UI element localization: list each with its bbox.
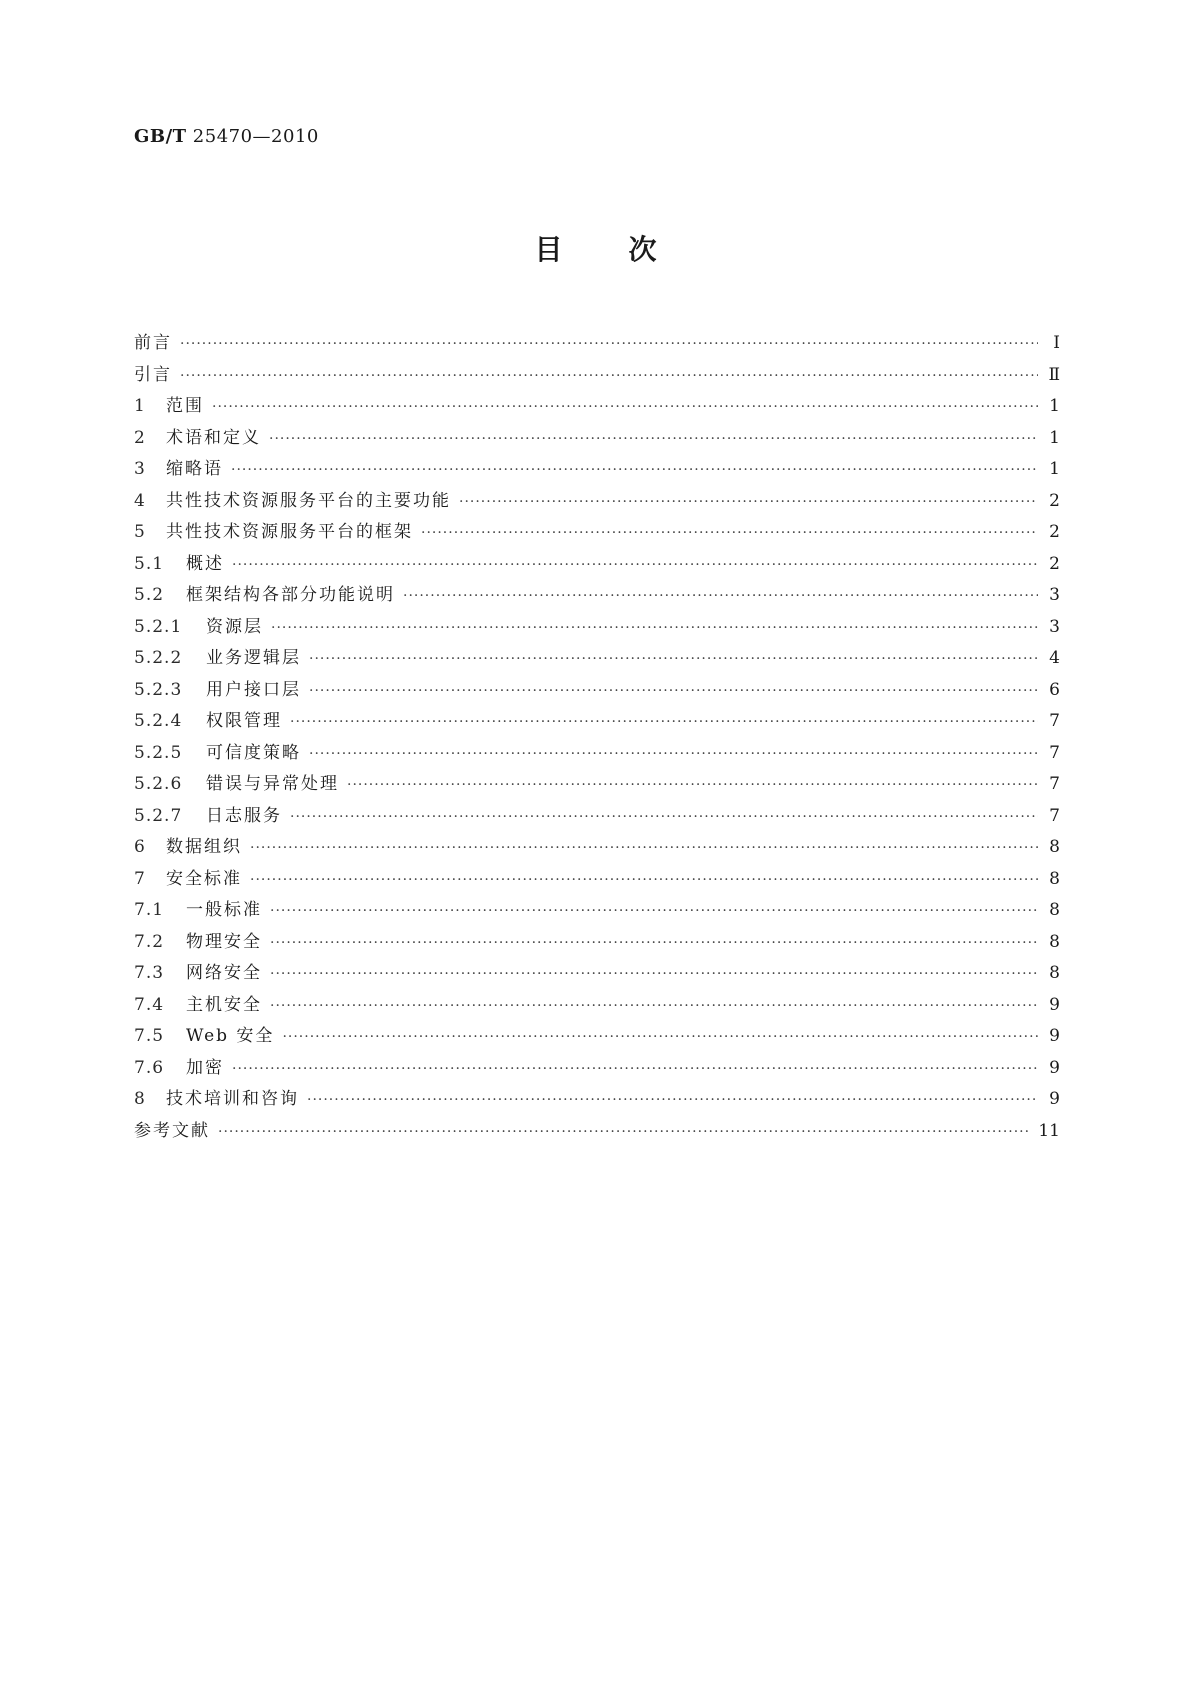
toc-entry[interactable] [134, 328, 1060, 360]
toc-entry-title: 日志服务 [206, 805, 282, 826]
toc-entry-number: 7.4 [134, 994, 165, 1015]
toc-entry-title: 共性技术资源服务平台的框架 [166, 522, 413, 542]
toc-entry[interactable] [134, 1021, 1060, 1053]
toc-entry-title: 框架结构各部分功能说明 [186, 585, 395, 605]
toc-entry-page: 3 [1049, 616, 1060, 637]
toc-leader-dots [459, 494, 1038, 510]
toc-entry-page: 2 [1049, 553, 1060, 574]
toc-leader-dots [232, 1061, 1038, 1077]
toc-entry[interactable] [134, 1116, 1060, 1148]
toc-entry-page: 7 [1049, 711, 1060, 731]
toc-entry-number: 7.6 [134, 1057, 165, 1078]
toc-entry[interactable] [134, 517, 1060, 549]
toc-entry-page: 9 [1049, 1089, 1060, 1109]
toc-entry[interactable] [134, 675, 1060, 707]
toc-entry-title: 引言 [134, 364, 172, 385]
toc-entry-title: 数据组织 [166, 837, 242, 857]
toc-entry-number: 2 [134, 427, 146, 448]
toc-entry[interactable] [134, 391, 1060, 423]
toc-entry[interactable] [134, 1084, 1060, 1116]
toc-entry[interactable] [134, 832, 1060, 864]
toc-entry-title: 一般标准 [186, 900, 262, 920]
toc-leader-dots [212, 399, 1038, 415]
toc-leader-dots [269, 431, 1038, 447]
toc-entry-page: Ⅱ [1048, 364, 1060, 385]
toc-entry-number: 1 [134, 396, 146, 416]
toc-entry-title: 权限管理 [206, 711, 282, 731]
toc-entry-page: 1 [1049, 459, 1060, 479]
toc-entry-number: 5.2.6 [134, 774, 183, 794]
toc-leader-dots [421, 525, 1038, 541]
toc-entry[interactable] [134, 706, 1060, 738]
toc-entry-page: 2 [1049, 522, 1060, 542]
toc-entry-title: 概述 [186, 553, 224, 574]
toc-entry-number: 5.2.5 [134, 742, 183, 763]
toc-entry-page: 1 [1049, 396, 1060, 416]
toc-entry-title: 网络安全 [186, 963, 262, 983]
toc-entry-title: Web 安全 [186, 1026, 275, 1046]
toc-entry-page: 2 [1049, 490, 1060, 511]
toc-entry-page: 9 [1049, 1026, 1060, 1046]
toc-entry-page: 9 [1049, 994, 1060, 1015]
toc-entry-number: 5.2.4 [134, 711, 183, 731]
toc-entry-page: 8 [1049, 868, 1060, 889]
standard-prefix: GB/T [134, 126, 187, 147]
toc-entry[interactable] [134, 769, 1060, 801]
toc-entry-page: 8 [1049, 931, 1060, 952]
toc-entry[interactable] [134, 360, 1060, 392]
toc-entry[interactable] [134, 580, 1060, 612]
toc-entry-page: 8 [1049, 900, 1060, 920]
toc-entry-number: 7.1 [134, 900, 165, 920]
toc-entry-title: 范围 [166, 396, 204, 416]
toc-entry-title: 术语和定义 [166, 427, 261, 448]
toc-entry[interactable] [134, 990, 1060, 1022]
toc-entry-title: 可信度策略 [206, 742, 301, 763]
toc-leader-dots [309, 746, 1038, 762]
toc-entry[interactable] [134, 486, 1060, 518]
toc-entry-page: 6 [1049, 679, 1060, 700]
toc-entry-number: 8 [134, 1089, 146, 1109]
table-of-contents [134, 328, 1060, 1147]
toc-entry-title: 共性技术资源服务平台的主要功能 [166, 490, 451, 511]
toc-entry-page: 7 [1049, 742, 1060, 763]
toc-entry-number: 7 [134, 868, 146, 889]
toc-entry-page: 7 [1049, 774, 1060, 794]
toc-entry-page: 1 [1049, 427, 1060, 448]
toc-entry-title: 资源层 [206, 616, 263, 637]
toc-entry[interactable] [134, 643, 1060, 675]
toc-entry[interactable] [134, 738, 1060, 770]
toc-entry-number: 4 [134, 490, 146, 511]
toc-entry-number: 7.2 [134, 931, 165, 952]
toc-leader-dots [270, 998, 1038, 1014]
toc-entry-number: 5.2.1 [134, 616, 183, 637]
toc-entry-page: 8 [1049, 837, 1060, 857]
toc-entry-title: 用户接口层 [206, 679, 301, 700]
toc-entry-number: 6 [134, 837, 146, 857]
toc-entry-title: 缩略语 [166, 459, 223, 479]
toc-entry[interactable] [134, 612, 1060, 644]
toc-entry-title: 前言 [134, 333, 172, 353]
toc-entry-page: 7 [1049, 805, 1060, 826]
toc-entry[interactable] [134, 549, 1060, 581]
toc-entry-number: 5.1 [134, 553, 165, 574]
toc-entry-number: 7.5 [134, 1026, 165, 1046]
toc-entry-page: 3 [1049, 585, 1060, 605]
toc-leader-dots [347, 777, 1038, 793]
toc-entry-title: 技术培训和咨询 [166, 1089, 299, 1109]
toc-entry-title: 业务逻辑层 [206, 648, 301, 668]
toc-entry-page: 9 [1049, 1057, 1060, 1078]
toc-leader-dots [403, 588, 1038, 604]
toc-entry-page: Ⅰ [1053, 333, 1060, 353]
toc-entry-title: 安全标准 [166, 868, 242, 889]
toc-leader-dots [231, 462, 1038, 478]
toc-leader-dots [290, 714, 1038, 730]
toc-entry[interactable] [134, 927, 1060, 959]
toc-entry-number: 5.2.3 [134, 679, 183, 700]
toc-leader-dots [307, 1092, 1038, 1108]
toc-leader-dots [218, 1124, 1030, 1140]
toc-entry-number: 3 [134, 459, 146, 479]
toc-leader-dots [271, 620, 1038, 636]
toc-leader-dots [180, 368, 1038, 384]
toc-leader-dots [250, 872, 1038, 888]
toc-entry-number: 5.2 [134, 585, 165, 605]
toc-leader-dots [270, 966, 1038, 982]
toc-entry[interactable] [134, 454, 1060, 486]
toc-entry-page: 8 [1049, 963, 1060, 983]
toc-leader-dots [250, 840, 1038, 856]
standard-number: 25470—2010 [192, 126, 319, 147]
toc-entry-page: 4 [1049, 648, 1060, 668]
toc-entry[interactable] [134, 895, 1060, 927]
toc-entry[interactable] [134, 864, 1060, 896]
toc-leader-dots [270, 903, 1038, 919]
toc-entry[interactable] [134, 1053, 1060, 1085]
page-title: 目次 [534, 233, 723, 266]
toc-entry-title: 物理安全 [186, 931, 262, 952]
toc-leader-dots [309, 651, 1038, 667]
toc-leader-dots [232, 557, 1038, 573]
toc-leader-dots [270, 935, 1038, 951]
toc-entry-number: 5 [134, 522, 146, 542]
toc-entry-title: 主机安全 [186, 994, 262, 1015]
toc-entry-number: 7.3 [134, 963, 165, 983]
toc-entry-number: 5.2.7 [134, 805, 183, 826]
toc-leader-dots [180, 336, 1038, 352]
toc-entry[interactable] [134, 423, 1060, 455]
toc-leader-dots [309, 683, 1038, 699]
toc-leader-dots [282, 1029, 1038, 1045]
standard-code [134, 126, 319, 147]
toc-leader-dots [290, 809, 1038, 825]
toc-entry-title: 错误与异常处理 [206, 774, 339, 794]
toc-entry-title: 参考文献 [134, 1120, 210, 1141]
toc-entry-number: 5.2.2 [134, 648, 183, 668]
toc-entry-title: 加密 [186, 1057, 224, 1078]
toc-entry[interactable] [134, 801, 1060, 833]
toc-entry-page: 11 [1038, 1120, 1060, 1141]
toc-entry[interactable] [134, 958, 1060, 990]
